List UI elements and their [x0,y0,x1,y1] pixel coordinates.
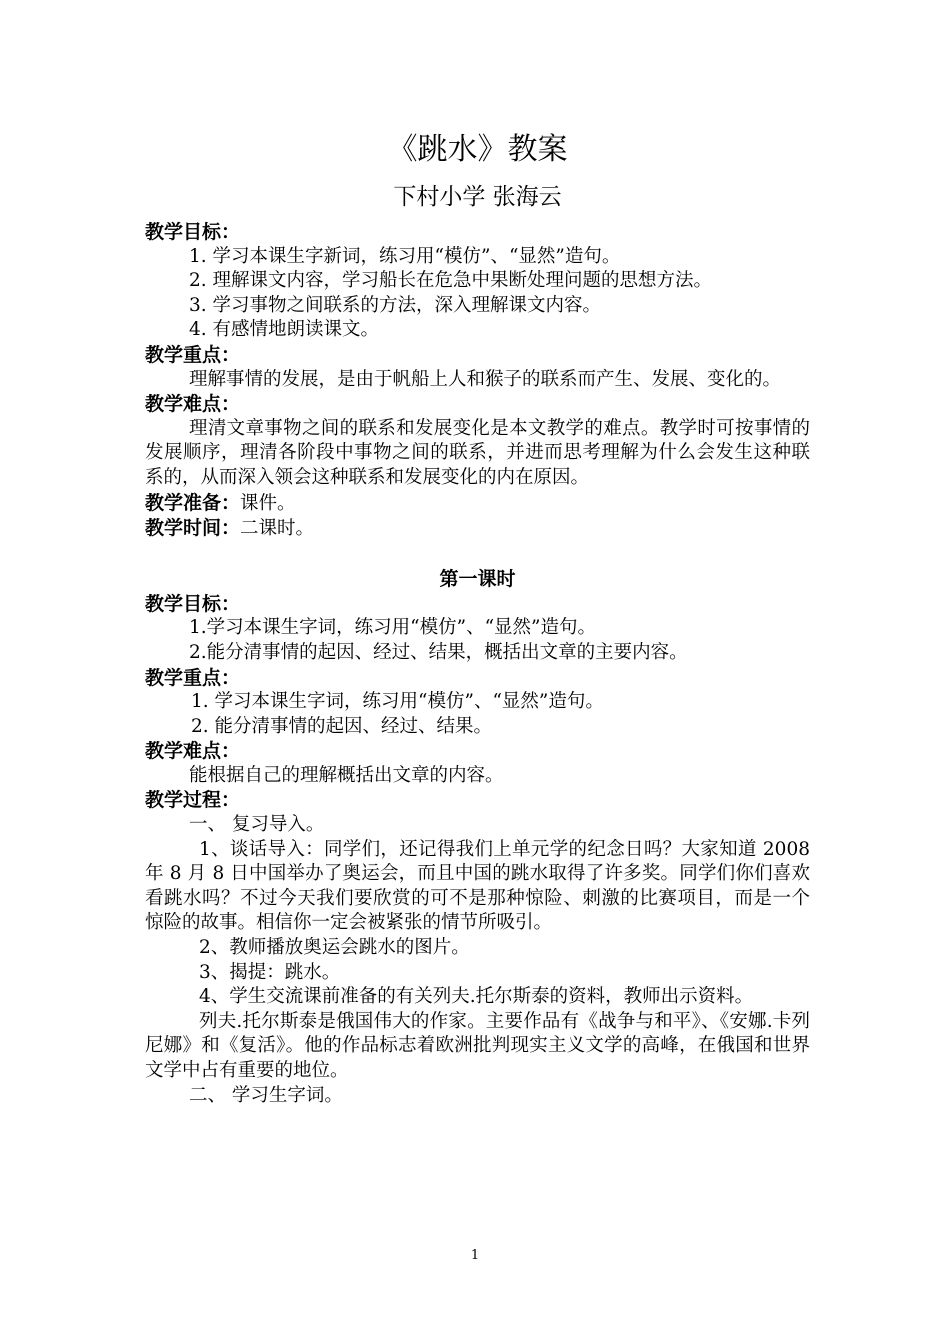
goal-item: 4. 有感情地朗读课文。 [189,319,380,341]
goals-heading: 教学目标： [145,221,241,243]
document-title: 《跳水》教案 [387,132,568,167]
key-points-heading: 教学重点： [145,343,241,366]
process-step-1: 一、 复习导入。 [189,814,325,836]
lesson1-process-heading: 教学过程： [145,789,241,812]
lesson1-key-heading: 教学重点： [145,666,241,689]
preparation-heading: 教学准备： [145,491,241,514]
process-paragraph: 4、学生交流课前准备的有关列夫.托尔斯泰的资料，教师出示资料。 [199,986,754,1008]
difficulty-text: 理清文章事物之间的联系和发展变化是本文教学的难点。教学时可按事情的发展顺序，理清各阶段中事物之间的联系，并进而思考理解为什么会发生这种联系的，从而深入领会这种联系和发展变化的内在原因。 [145,417,810,488]
preparation-line [145,491,810,517]
goal-item: 2. 理解课文内容，学习船长在危急中果断处理问题的思想方法。 [189,270,713,292]
time-text: 二课时。 [240,518,315,540]
lesson1-difficulty-heading: 教学难点： [145,740,241,763]
lesson1-title: 第一课时 [439,567,516,590]
process-paragraph: 2、教师播放奥运会跳水的图片。 [199,937,470,959]
lesson1-difficulty-text: 能根据自己的理解概括出文章的内容。 [189,764,504,786]
process-paragraph: 列夫.托尔斯泰是俄国伟大的作家。主要作品有《战争与和平》、《安娜.卡列尼娜》和《复活》。他的作品标志着欧洲批判现实主义文学的高峰，在俄国和世界文学中占有重要的地位。 [145,1010,810,1081]
key-points-text: 理解事情的发展，是由于帆船上人和猴子的联系而产生、发展、变化的。 [189,368,782,390]
lesson1-goal-item: 1.学习本课生字词，练习用“模仿”、“显然”造句。 [189,617,596,639]
process-step-2: 二、 学习生字词。 [189,1084,343,1106]
difficulty-heading: 教学难点： [145,393,241,416]
goal-item: 3. 学习事物之间联系的方法，深入理解课文内容。 [189,294,602,316]
lesson1-key-item: 2. 能分清事情的起因、经过、结果。 [191,715,493,737]
process-paragraph: 3、揭提：跳水。 [199,961,341,983]
page-number: 1 [470,1248,480,1263]
time-line [145,516,810,542]
process-paragraph: 1、谈话导入：同学们，还记得我们上单元学的纪念日吗？大家知道 2008 年 8 月 8 日中国举办了奥运会，而且中国的跳水取得了许多奖。同学们你们喜欢看跳水吗？不过今天我们要欣赏的可不是那种惊险、刺激的比赛项目，而是一个惊险的故事。相信你一定会被紧张的情节所吸引。 [145,838,810,934]
lesson1-goals-heading: 教学目标： [145,592,241,615]
document-body [145,124,810,1108]
goal-item: 1. 学习本课生字新词，练习用“模仿”、“显然”造句。 [189,245,621,267]
document-author: 下村小学 张海云 [393,184,562,210]
time-heading: 教学时间： [145,517,241,540]
lesson1-goal-item: 2.能分清事情的起因、经过、结果，概括出文章的主要内容。 [189,641,688,663]
preparation-text: 课件。 [240,492,296,514]
lesson1-key-item: 1. 学习本课生字词，练习用“模仿”、“显然”造句。 [191,691,604,713]
